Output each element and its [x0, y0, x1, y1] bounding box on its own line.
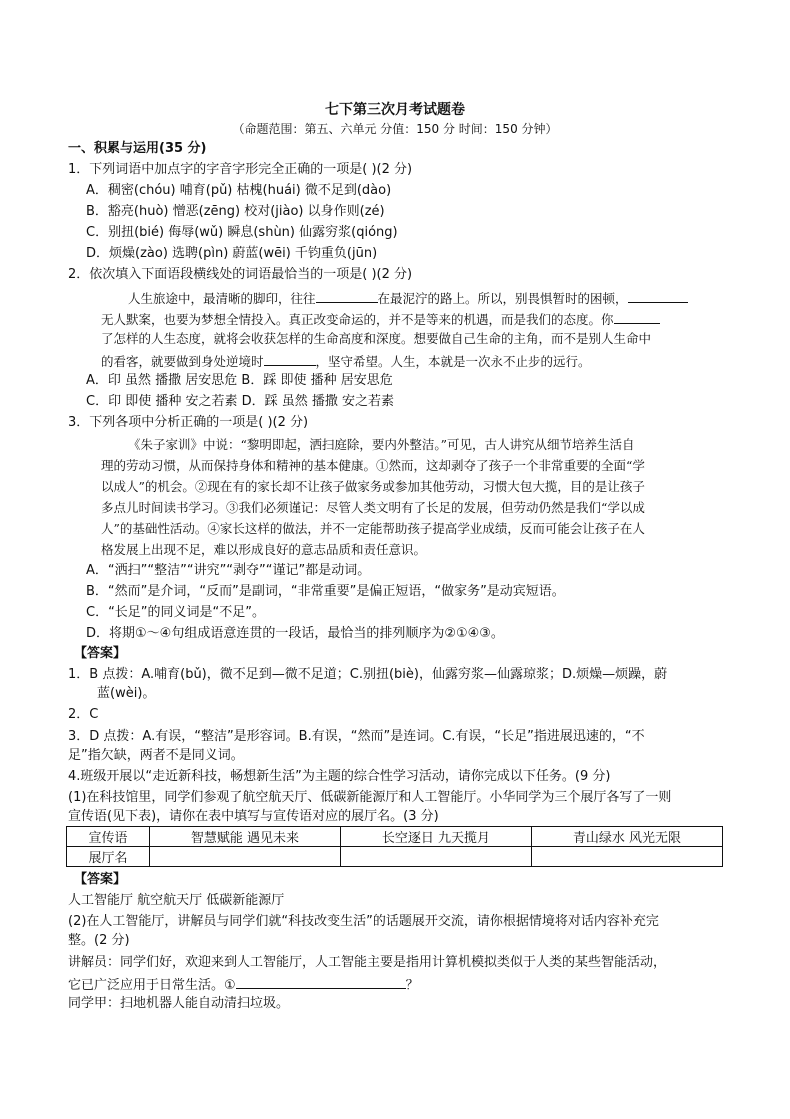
question-3-passage-line: 多点儿时间读书学习。③我们必须谨记：尽管人类文明有了长足的发展，但劳动仍然是我们“学以成	[101, 500, 645, 515]
table-cell-slogan-2: 长空逐日 九天揽月	[341, 827, 532, 847]
question-2-passage-line	[101, 351, 591, 371]
question-2-passage-line: 了怎样的人生态度，就将会收获怎样的生命高度和深度。想要做自己生命的主角，而不是别人生命中	[101, 331, 652, 346]
answer-label: 【答案】	[74, 872, 127, 887]
question-4-part1-line: (1)在科技馆里，同学们参观了航空航天厅、低碳新能源厅和人工智能厅。小华同学为三个展厅各写了一则	[68, 790, 672, 805]
fill-blank	[264, 351, 316, 366]
question-4-part2-line: 整。(2 分)	[68, 933, 130, 948]
question-1-option-d: D．烦燥(zào) 选聘(pìn) 蔚蓝(wēi) 千钧重负(jūn)	[86, 246, 378, 261]
question-1-option-a: A．稠密(chóu) 哺育(pǔ) 枯槐(huái) 微不足到(dào)	[86, 183, 392, 198]
fill-blank	[614, 309, 660, 324]
answer-1-line: 蓝(wèi)。	[97, 686, 156, 701]
question-4-stem: 4.班级开展以“走近新科技，畅想新生活”为主题的综合性学习活动，请你完成以下任务。(9 分)	[68, 769, 611, 784]
passage-text: 在最泥泞的路上。所以，别畏惧暂时的困顿，	[377, 291, 628, 306]
table-cell-slogan-1: 智慧赋能 遇见未来	[150, 827, 341, 847]
table-cell-hall-2[interactable]	[341, 847, 532, 867]
question-3-passage-line: 理的劳动习惯，从而保持身体和精神的基本健康。①然而，这却剥夺了孩子一个非常重要的全面“学	[101, 458, 645, 473]
table-header-hall: 展厅名	[67, 847, 150, 867]
question-2-options-ab: A．印 虽然 播撒 居安思危 B．踩 即使 播种 居安思危	[86, 373, 393, 388]
table-cell-hall-1[interactable]	[150, 847, 341, 867]
answer-label: 【答案】	[74, 646, 127, 661]
table-cell-hall-3[interactable]	[532, 847, 723, 867]
question-1-option-b: B．豁亮(huò) 憎恶(zēng) 校对(jiào) 以身作则(zé)	[86, 204, 385, 219]
page-title: 七下第三次月考试题卷	[325, 102, 465, 118]
question-1-option-c: C．别扭(bié) 侮辱(wǔ) 瞬息(shùn) 仙露穷浆(qióng)	[86, 225, 398, 240]
question-1-stem: 1．下列词语中加点字的字音字形完全正确的一项是( )(2 分)	[68, 162, 413, 177]
dialogue-guide-line	[68, 974, 419, 995]
answer-4-part1: 人工智能厅 航空航天厅 低碳新能源厅	[68, 893, 285, 908]
passage-text: 无人默案，也要为梦想全情投入。真正改变命运的，并不是等来的机遇，而是我们的态度。你	[101, 312, 614, 327]
fill-blank	[628, 288, 688, 303]
question-3-option-c: C．“长足”的同义词是“不足”。	[86, 605, 266, 620]
passage-text: 的看客，就要做到身处逆境时	[101, 354, 264, 369]
question-2-passage-line	[128, 288, 688, 308]
question-3-option-b: B．“然而”是介词，“反而”是副词，“非常重要”是偏正短语，“做家务”是动宾短语。	[86, 584, 565, 599]
table-header-slogan: 宣传语	[67, 827, 150, 847]
answer-1-line: 1．B 点拨：A.哺育(bǔ)，微不足到—微不足道；C.别扭(biè)，仙露穷浆—仙露琼浆；D.烦燥—烦躁，蔚	[68, 667, 668, 682]
table-row	[67, 847, 723, 867]
slogan-table	[66, 826, 723, 867]
table-cell-slogan-3: 青山绿水 风光无限	[532, 827, 723, 847]
question-4-part1-line: 宣传语(见下表)，请你在表中填写与宣传语对应的展厅名。(3 分)	[68, 809, 439, 824]
table-row	[67, 827, 723, 847]
question-3-passage-line: 以成人”的机会。②现在有的家长却不让孩子做家务或参加其他劳动，习惯大包大揽，目的是让孩子	[101, 479, 645, 494]
question-3-passage-line: 人”的基础性活动。④家长这样的做法，并不一定能帮助孩子提高学业成绩，反而可能会让孩子在人	[101, 521, 645, 536]
section-heading: 一、积累与运用(35 分)	[68, 141, 207, 156]
question-3-option-a: A．“洒扫”“整洁”“讲究”“剥夺”“谨记”都是动词。	[86, 563, 371, 578]
dialogue-student-a: 同学甲：扫地机器人能自动清扫垃圾。	[68, 996, 290, 1011]
question-4-part2-line: (2)在人工智能厅，讲解员与同学们就“科技改变生活”的话题展开交流，请你根据情境将对话内容补充完	[68, 914, 659, 929]
fill-blank[interactable]	[236, 974, 406, 989]
dialogue-guide-line: 讲解员：同学们好，欢迎来到人工智能厅，人工智能主要是指用计算机模拟类似于人类的某些智能活动，	[68, 955, 667, 970]
page-subtitle: （命题范围：第五、六单元 分值：150 分 时间：150 分钟）	[232, 122, 558, 136]
question-2-options-cd: C．印 即使 播种 安之若素 D．踩 虽然 播撒 安之若素	[86, 394, 395, 409]
question-2-stem: 2．依次填入下面语段横线处的词语最恰当的一项是( )(2 分)	[68, 267, 413, 282]
question-3-passage-line: 《朱子家训》中说：“黎明即起，洒扫庭除，要内外整洁。”可见，古人讲究从细节培养生活自	[128, 437, 635, 452]
dialogue-text: 它已广泛应用于日常生活。①	[68, 978, 236, 993]
answer-3-line: 足”指欠缺，两者不是同义词。	[68, 748, 244, 763]
question-2-passage-line	[101, 309, 660, 329]
answer-3-line: 3．D 点拨：A.有误，“整洁”是形容词。B.有误，“然而”是连词。C.有误，“长足”指进展迅速的，“不	[68, 729, 645, 744]
fill-blank	[316, 288, 378, 303]
question-3-passage-line: 格发展上出现不足，难以形成良好的意志品质和责任意识。	[101, 542, 427, 557]
passage-text: 人生旅途中，最清晰的脚印，往往	[128, 291, 316, 306]
passage-text: ，坚守希望。人生，本就是一次永不止步的远行。	[315, 354, 591, 369]
dialogue-text: ？	[405, 978, 419, 993]
question-3-option-d: D．将期①～④句组成语意连贯的一段话，最恰当的排列顺序为②①④③。	[86, 626, 504, 641]
question-3-stem: 3．下列各项中分析正确的一项是( )(2 分)	[68, 415, 309, 430]
answer-2: 2．C	[68, 707, 99, 722]
